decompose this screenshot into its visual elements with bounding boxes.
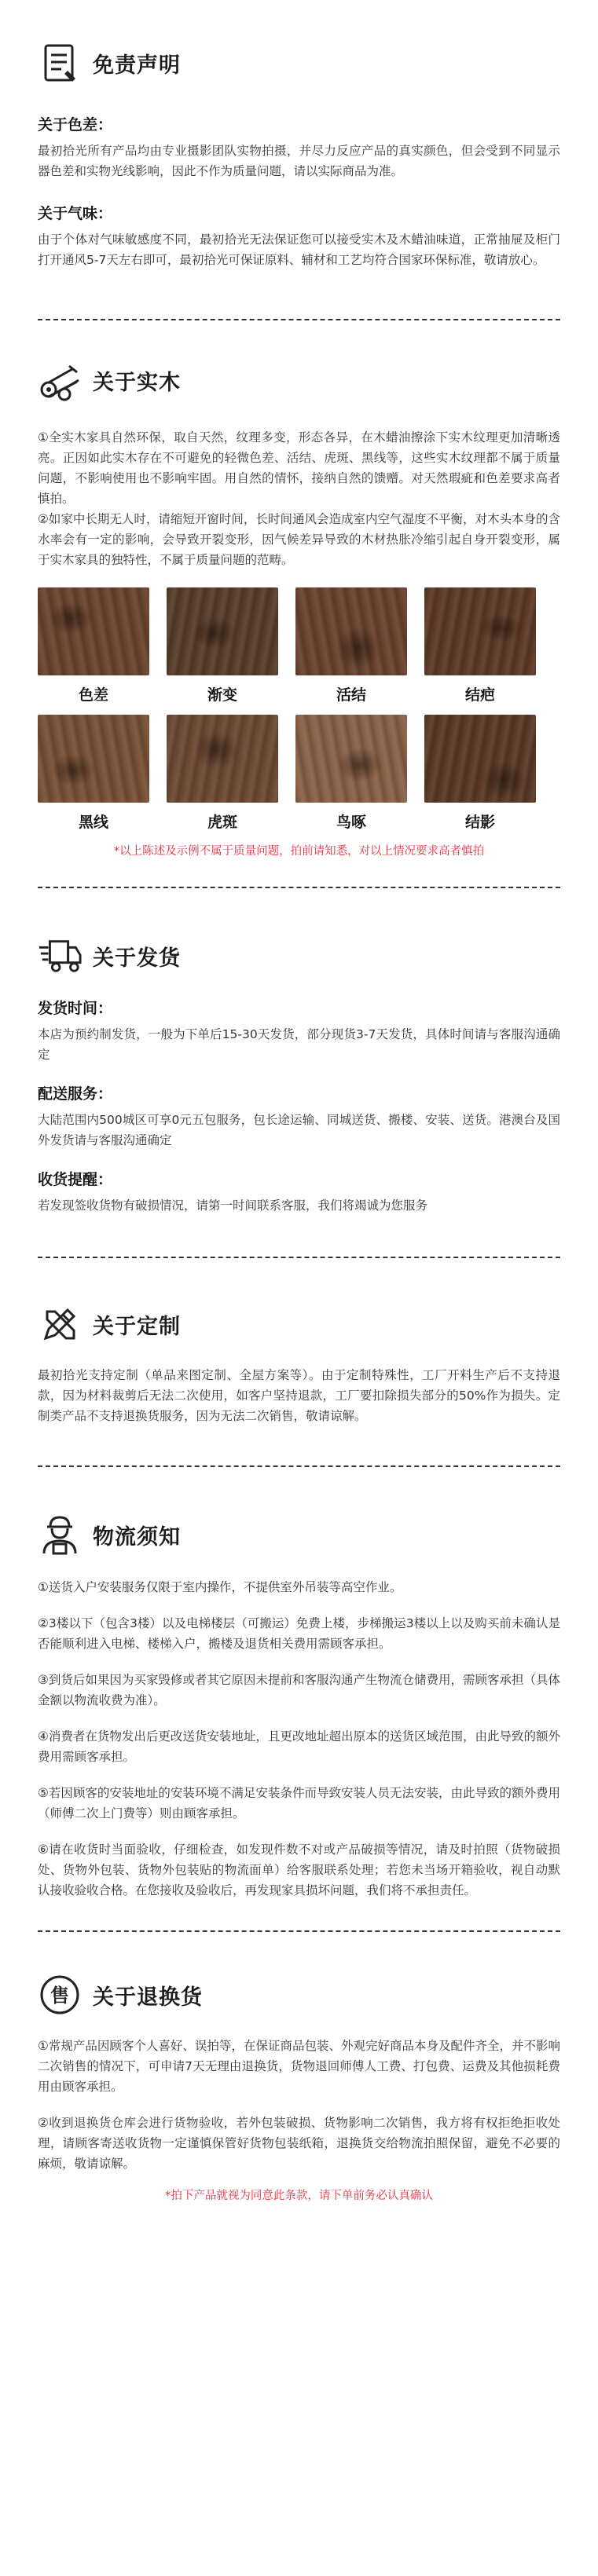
custom-title: 关于定制 <box>93 1314 181 1339</box>
wood-swatch-item <box>424 715 536 832</box>
wood-swatch-label: 结疤 <box>464 686 495 704</box>
logistics-header <box>38 1511 560 1558</box>
delivery-service-text: 大陆范围内500城区可享0元五包服务，包长途运输、同城送货、搬楼、安装、送货。港澳台及国外发货请与客服沟通确定 <box>38 1113 560 1147</box>
document-icon <box>38 41 82 85</box>
solid-wood-text-1: ①全实木家具自然环保，取自天然，纹理多变，形态各异，在木蜡油擦涂下实木纹理更加清晰透亮。正因如此实木存在不可避免的轻微色差、活结、虎斑、黑线等，这些实木纹理都不属于质量问题，不影响使用也不影响牢固。用自然的情怀，接纳自然的馈赠。对天然瑕疵和色差要求高者慎拍。 <box>38 430 560 506</box>
returns-note: *拍下产品就视为同意此条款，请下单前务必认真确认 <box>165 2190 433 2202</box>
wood-swatch-label: 活结 <box>336 686 366 704</box>
list-item: ⑥请在收货时当面验收，仔细检查，如发现件数不对或产品破损等情况，请及时拍照（货物破损处、货物外包装、货物外包装贴的物流面单）给客服联系处理；若您未当场开箱验收，视自动默认接收验收合格。在您接收及验收后，再发现家具损坏问题，我们将不承担责任。 <box>38 1842 560 1897</box>
solid-wood-text-2: ②如家中长期无人时，请缩短开窗时间，长时间通风会造成室内空气湿度不平衡，对木头本身的含水率会有一定的影响，会导致开裂变形，因气候差异导致的木材热胀冷缩引起自身开裂变形，属于实木家具的独特性，不属于质量问题的范畴。 <box>38 512 560 567</box>
custom-header <box>38 1301 560 1348</box>
disclaimer-title: 免责声明 <box>93 53 181 78</box>
wood-swatch-label: 结影 <box>464 814 495 831</box>
list-item: ④消费者在货物发出后更改送货安装地址，且更改地址超出原本的送货区域范围，由此导致的额外费用需顾客承担。 <box>38 1729 560 1764</box>
pencil-ruler-icon <box>38 1302 82 1346</box>
shipping-time-text: 本店为预约制发货，一般为下单后15-30天发货，部分现货3-7天发货，具体时间请与客服沟通确定 <box>38 1027 560 1062</box>
returns-list <box>38 2036 560 2174</box>
wood-swatch-image <box>38 587 149 675</box>
wood-swatch-item <box>38 715 149 832</box>
receipt-reminder-title: 收货提醒： <box>38 1171 113 1188</box>
shipping-header <box>38 932 560 979</box>
svg-text:售: 售 <box>50 1985 69 2007</box>
custom-section <box>0 1258 598 1426</box>
solid-wood-header <box>38 357 560 404</box>
wood-swatch-image <box>167 587 278 675</box>
delivery-service-title: 配送服务： <box>38 1085 113 1103</box>
list-item: ③到货后如果因为买家毁修或者其它原因未提前和客服沟通产生物流仓储费用，需顾客承担（具体金额以物流收费为准）。 <box>38 1673 560 1707</box>
list-item: ①常规产品因顾客个人喜好、误拍等，在保证商品包装、外观完好商品本身及配件齐全，并不影响二次销售的情况下，可申请7天无理由退换货，货物退回师傅人工费、打包费、运费及其他损耗费用由顾客承担。 <box>38 2039 560 2094</box>
wood-swatch-item <box>295 715 407 832</box>
wood-swatch-item <box>295 587 407 705</box>
receipt-reminder-text: 若发现签收货物有破损情况，请第一时间联系客服，我们将竭诚为您服务 <box>38 1198 428 1213</box>
wood-swatch-image <box>424 715 536 803</box>
bottom-spacer <box>0 2203 598 2227</box>
wood-swatch-image <box>38 715 149 803</box>
disclaimer-header <box>38 39 560 86</box>
returns-title: 关于退换货 <box>93 1985 203 2010</box>
shipping-time-title: 发货时间： <box>38 1000 113 1017</box>
wood-swatch-item <box>38 587 149 705</box>
delivery-truck-icon <box>38 934 82 978</box>
wood-swatch-image <box>167 715 278 803</box>
logistics-list <box>38 1577 560 1901</box>
color-diff-title: 关于色差： <box>38 116 113 134</box>
wood-swatch-grid <box>38 587 560 832</box>
wood-swatch-image <box>295 715 407 803</box>
list-item: ⑤若因顾客的安装地址的安装环境不满足安装条件而导致安装人员无法安装，由此导致的额外费用（师傅二次上门费等）则由顾客承担。 <box>38 1786 560 1820</box>
wood-swatch-label: 鸟啄 <box>336 814 366 831</box>
wood-swatch-item <box>424 587 536 705</box>
logistics-section <box>0 1467 598 1901</box>
disclaimer-section <box>0 0 598 270</box>
solid-wood-note: *以上陈述及示例不属于质量问题，拍前请知悉，对以上情况要求高者慎拍 <box>113 845 485 858</box>
list-item: ①送货入户安装服务仅限于室内操作，不提供室外吊装等高空作业。 <box>38 1580 402 1594</box>
solid-wood-title: 关于实木 <box>93 370 181 395</box>
odor-title: 关于气味： <box>38 205 113 222</box>
sale-tag-icon <box>38 1973 82 2017</box>
color-diff-text: 最初拾光所有产品均由专业摄影团队实物拍摄，并尽力反应产品的真实颜色，但会受到不同显示器色差和实物光线影响，因此不作为质量问题，请以实际商品为准。 <box>38 144 560 178</box>
wood-swatch-item <box>167 715 278 832</box>
wood-swatch-label: 虎斑 <box>207 814 237 831</box>
wood-swatch-image <box>295 587 407 675</box>
list-item: ②3楼以下（包含3楼）以及电梯楼层（可搬运）免费上楼，步梯搬运3楼以上以及购买前未确认是否能顺利进入电梯、楼梯入户，搬楼及退货相关费用需顾客承担。 <box>38 1616 560 1651</box>
wood-swatch-image <box>424 587 536 675</box>
list-item: ②收到退换货仓库会进行货物验收，若外包装破损、货物影响二次销售，我方将有权拒绝拒收处理，请顾客寄送收货物一定谨慎保管好货物包装纸箱，退换货交给物流拍照保留，避免不必要的麻烦，敬请谅解。 <box>38 2116 560 2171</box>
returns-section <box>0 1932 598 2203</box>
wood-swatch-item <box>167 587 278 705</box>
odor-text: 由于个体对气味敏感度不同，最初拾光无法保证您可以接受实木及木蜡油味道，正常抽屉及柜门打开通风5-7天左右即可，最初拾光可保证原料、辅材和工艺均符合国家环保标准，敬请放心。 <box>38 232 560 267</box>
wood-swatch-label: 渐变 <box>207 686 237 704</box>
returns-header <box>38 1971 560 2018</box>
logistics-title: 物流须知 <box>93 1524 181 1550</box>
shipping-section <box>0 888 598 1216</box>
wood-swatch-label: 黑线 <box>78 814 108 831</box>
wood-logs-icon <box>38 358 82 402</box>
wood-swatch-label: 色差 <box>78 686 108 704</box>
custom-text: 最初拾光支持定制（单品来图定制、全屋方案等）。由于定制特殊性，工厂开料生产后不支持退款，因为材料裁剪后无法二次使用，如客户坚持退款，工厂要扣除损失部分的50%作为损失。定制类产品不支持退换货服务，因为无法二次销售，敬请谅解。 <box>38 1368 560 1423</box>
solid-wood-section <box>0 320 598 858</box>
delivery-worker-icon <box>38 1513 82 1557</box>
shipping-title: 关于发货 <box>93 946 181 971</box>
